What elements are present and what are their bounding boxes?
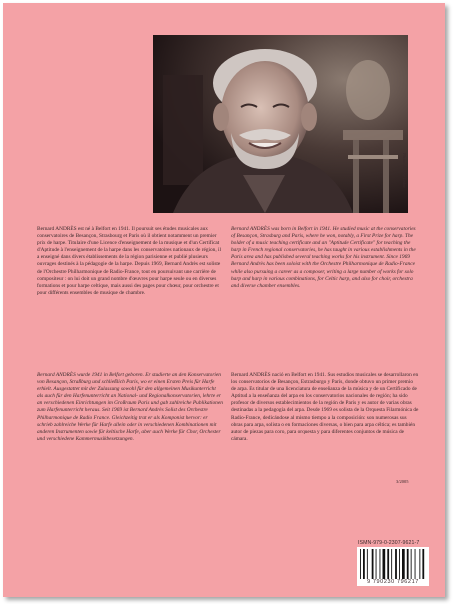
biography-spanish — [231, 372, 419, 443]
biography-english — [231, 226, 419, 290]
biography-french-text: Bernard ANDRÈS est né à Belfort en 1941. Il poursuit ses études musicales aux conservatoires de Besançon, Strasbourg et Paris où il obtient notamment un premier prix de harpe. Titulaire d'une Licence d'enseignement de la musique et d'un Certificat d'Aptitude à l'enseignement de la harpe dans les conservatoires nationaux de région, il a enseigné dans divers établissements de la région parisienne et publié plusieurs ouvrages destinés à la pédagogie de la harpe. Depuis 1969, Bernard Andrès est soliste de l'Orchestre Philharmonique de Radio-France, tout en poursuivant une carrière de compositeur : on lui doit un grand nombre d'œuvres pour harpe seule ou en diverses formations et pour harpe celtique, mais aussi des pages pour chœur, pour orchestre et pour différents ensembles de musique de chambre. — [37, 226, 221, 296]
biography-german-text: Bernard ANDRÈS wurde 1941 in Belfort geboren. Er studierte an den Konservatorien von Besançon, Straßburg und schließlich Paris, wo er einen Ersten Preis für Harfe erhielt. Ausgestattet mit der Zulassung sowohl für den allgemeinen Musikunterricht als auch für den Harfenunterricht an National- und Regionalkonservatorien, lehrte er an verschiedenen Einrichtungen im Großraum Paris und gab zahlreiche Publikationen zum Harfenunterricht heraus. Seit 1969 ist Bernard Andrès Solist des Orchestre Philharmonique de Radio France. Gleichzeitig trat er als Komponist hervor: er schrieb zahlreiche Werke für Harfe allein oder in verschiedenen Kombinationen mit anderen Instrumenten sowie für keltische Harfe, aber auch Werke für Chor, Orchester und verschiedene Kammermusikbesetzungen. — [37, 372, 223, 442]
biography-french — [37, 226, 223, 297]
portrait-photo — [153, 35, 408, 213]
biography-german — [37, 372, 223, 443]
isbn-label: ISMN-979-0-2307-9621-7 — [358, 540, 420, 546]
barcode — [357, 547, 429, 581]
back-cover — [3, 3, 445, 597]
barcode-number: 9 790230 796217 — [357, 579, 429, 586]
biography-english-text: Bernard ANDRÈS was born in Belfort in 1941. He studied music at the conservatories of Besançon, Strasburg and Paris, where he won, notably, a First Prize for harp. The holder of a music teaching certificate and an "Aptitude Certificate" for teaching the harp in French regional conservatories, he has taught in various establishments in the Paris area and has published several teaching works for his instrument. Since 1969 Bernard Andrès has been soloist with the Orchestre Philharmonique de Radio-France while also pursuing a career as a composer, writing a large number of works for solo harp and harp in various combinations, for Celtic harp, and also for choir, orchestra and diverse chamber ensembles. — [231, 226, 416, 289]
biography-spanish-text: Bernard ANDRÈS nació en Belfort en 1941. Sus estudios musicales se desarrollaron en los conservatorios de Besançon, Estrasburgo y París, donde obtuvo un primer premio de arpa. Es titular de una licenciatura de enseñanza de la música y de un Certificado de Aptitud a la enseñanza del arpa en los conservatorios nacionales de región; ha sido profesor de diversos establecimientos de la región de París y es autor de varias obras destinadas a la pedagogía del arpa. Desde 1969 es solista de la Orquesta Filarmónica de Radio-France, dedicándose al mismo tiempo a la composición: son numerosas sus obras para arpa, solista o en formaciones diversas, o bien para arpa céltica; es también autor de piezas para coro, para orquesta y para diferentes conjuntos de música de cámara. — [231, 372, 419, 442]
catalog-code: 3/2005 — [396, 479, 409, 484]
photo-credit: Photo: Archive Leduc — [402, 153, 407, 188]
